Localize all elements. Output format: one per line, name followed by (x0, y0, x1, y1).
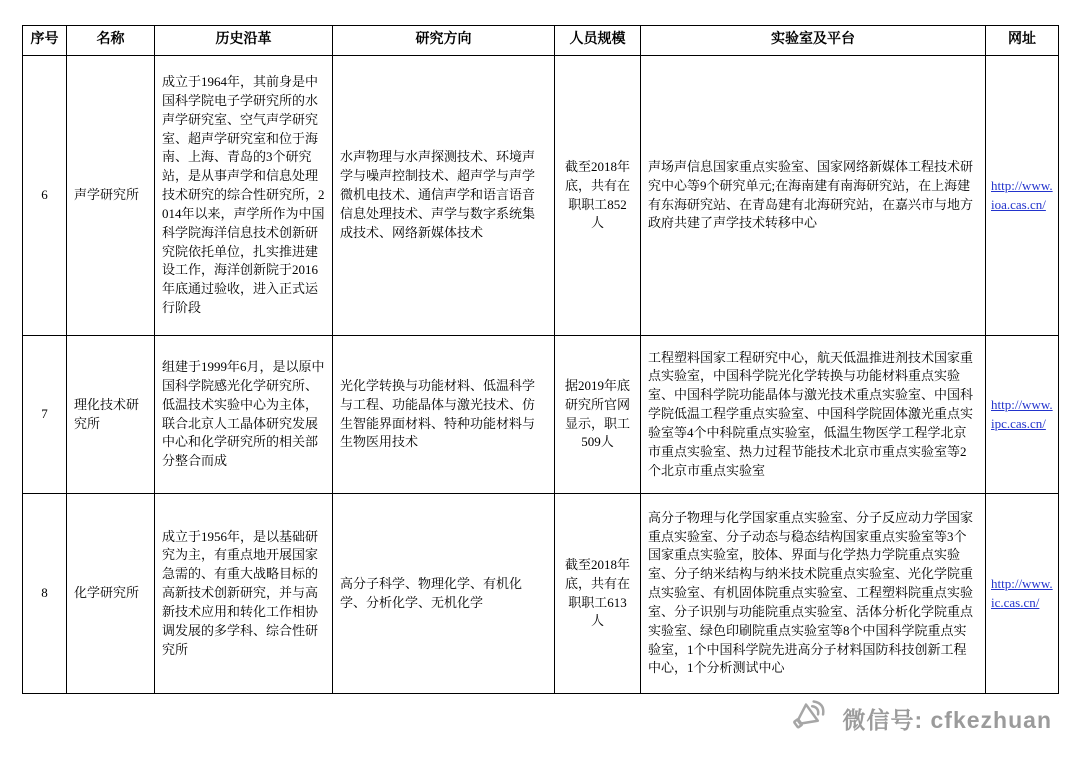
cell-name: 声学研究所 (67, 56, 155, 336)
cell-labs: 高分子物理与化学国家重点实验室、分子反应动力学国家重点实验室、分子动态与稳态结构国家重点实验室等3个国家重点实验室，胶体、界面与化学热力学院重点实验室、分子纳米结构与纳米技术院重点实验室、光化学院重点实验室、有机固体院重点实验室、工程塑料院重点实验室、分子识别与功能院重点实验室、活体分析化学院重点实验室、绿色印刷院重点实验室等8个中国科学院重点实验室，1个中国科学院先进高分子材料国防科技创新工程中心，1个分析测试中心 (641, 494, 986, 694)
cell-url (986, 494, 1059, 694)
cell-url (986, 336, 1059, 494)
megaphone-icon (788, 695, 835, 741)
cell-history: 成立于1964年，其前身是中国科学院电子学研究所的水声学研究室、空气声学研究室、超声学研究室和位于海南、上海、青岛的3个研究站，是从事声学和信息处理技术研究的综合性研究所，2014年以来，声学所作为中国科学院海洋信息技术创新研究院依托单位，扎实推进建设工作，海洋创新院于2016年底通过验收，进入正式运行阶段 (155, 56, 333, 336)
watermark-text: 微信号: cfkezhuan (842, 707, 1052, 733)
cell-research: 水声物理与水声探测技术、环境声学与噪声控制技术、超声学与声学微机电技术、通信声学和语言语音信息处理技术、声学与数字系统集成技术、网络新媒体技术 (333, 56, 555, 336)
table-row (23, 494, 1059, 694)
cell-history: 成立于1956年，是以基础研究为主，有重点地开展国家急需的、有重大战略目标的高新技术创新研究，并与高新技术应用和转化工作相协调发展的多学科、综合性研究所 (155, 494, 333, 694)
cell-labs: 工程塑料国家工程研究中心，航天低温推进剂技术国家重点实验室，中国科学院光化学转换与功能材料重点实验室、中国科学院功能晶体与激光技术重点实验室、中国科学院低温工程学重点实验室、中国科学院固体激光重点实验室等4个中科院重点实验室，低温生物医学工程学北京市重点实验室、热力过程节能技术北京市重点实验室等2个北京市重点实验室 (641, 336, 986, 494)
cell-research: 高分子科学、物理化学、有机化学、分析化学、无机化学 (333, 494, 555, 694)
cell-index: 7 (23, 336, 67, 494)
cell-name: 理化技术研究所 (67, 336, 155, 494)
cell-history: 组建于1999年6月，是以原中国科学院感光化学研究所、低温技术实验中心为主体，联合北京人工晶体研究发展中心和化学研究所的相关部分整合而成 (155, 336, 333, 494)
table-row (23, 56, 1059, 336)
watermark (790, 698, 1052, 739)
website-link[interactable]: http://www.ioa.cas.cn/ (991, 177, 1053, 212)
cell-staff: 据2019年底研究所官网显示，职工509人 (555, 336, 641, 494)
website-link[interactable]: http://www.ic.cas.cn/ (991, 575, 1053, 610)
col-header-name: 名称 (67, 26, 155, 56)
col-header-research: 研究方向 (333, 26, 555, 56)
cell-staff: 截至2018年底，共有在职职工613人 (555, 494, 641, 694)
cell-index: 6 (23, 56, 67, 336)
cell-research: 光化学转换与功能材料、低温科学与工程、功能晶体与激光技术、仿生智能界面材料、特种功能材料与生物医用技术 (333, 336, 555, 494)
header-row (23, 26, 1059, 56)
cell-name: 化学研究所 (67, 494, 155, 694)
cell-staff: 截至2018年底，共有在职职工852人 (555, 56, 641, 336)
table-row (23, 336, 1059, 494)
col-header-index: 序号 (23, 26, 67, 56)
col-header-history: 历史沿革 (155, 26, 333, 56)
website-link[interactable]: http://www.ipc.cas.cn/ (991, 396, 1053, 431)
col-header-url: 网址 (986, 26, 1059, 56)
cell-url (986, 56, 1059, 336)
col-header-staff: 人员规模 (555, 26, 641, 56)
cell-index: 8 (23, 494, 67, 694)
institutes-table (22, 25, 1059, 694)
cell-labs: 声场声信息国家重点实验室、国家网络新媒体工程技术研究中心等9个研究单元;在海南建有南海研究站，在上海建有东海研究站、在青岛建有北海研究站，在嘉兴市与地方政府共建了声学技术转移中心 (641, 56, 986, 336)
col-header-labs: 实验室及平台 (641, 26, 986, 56)
